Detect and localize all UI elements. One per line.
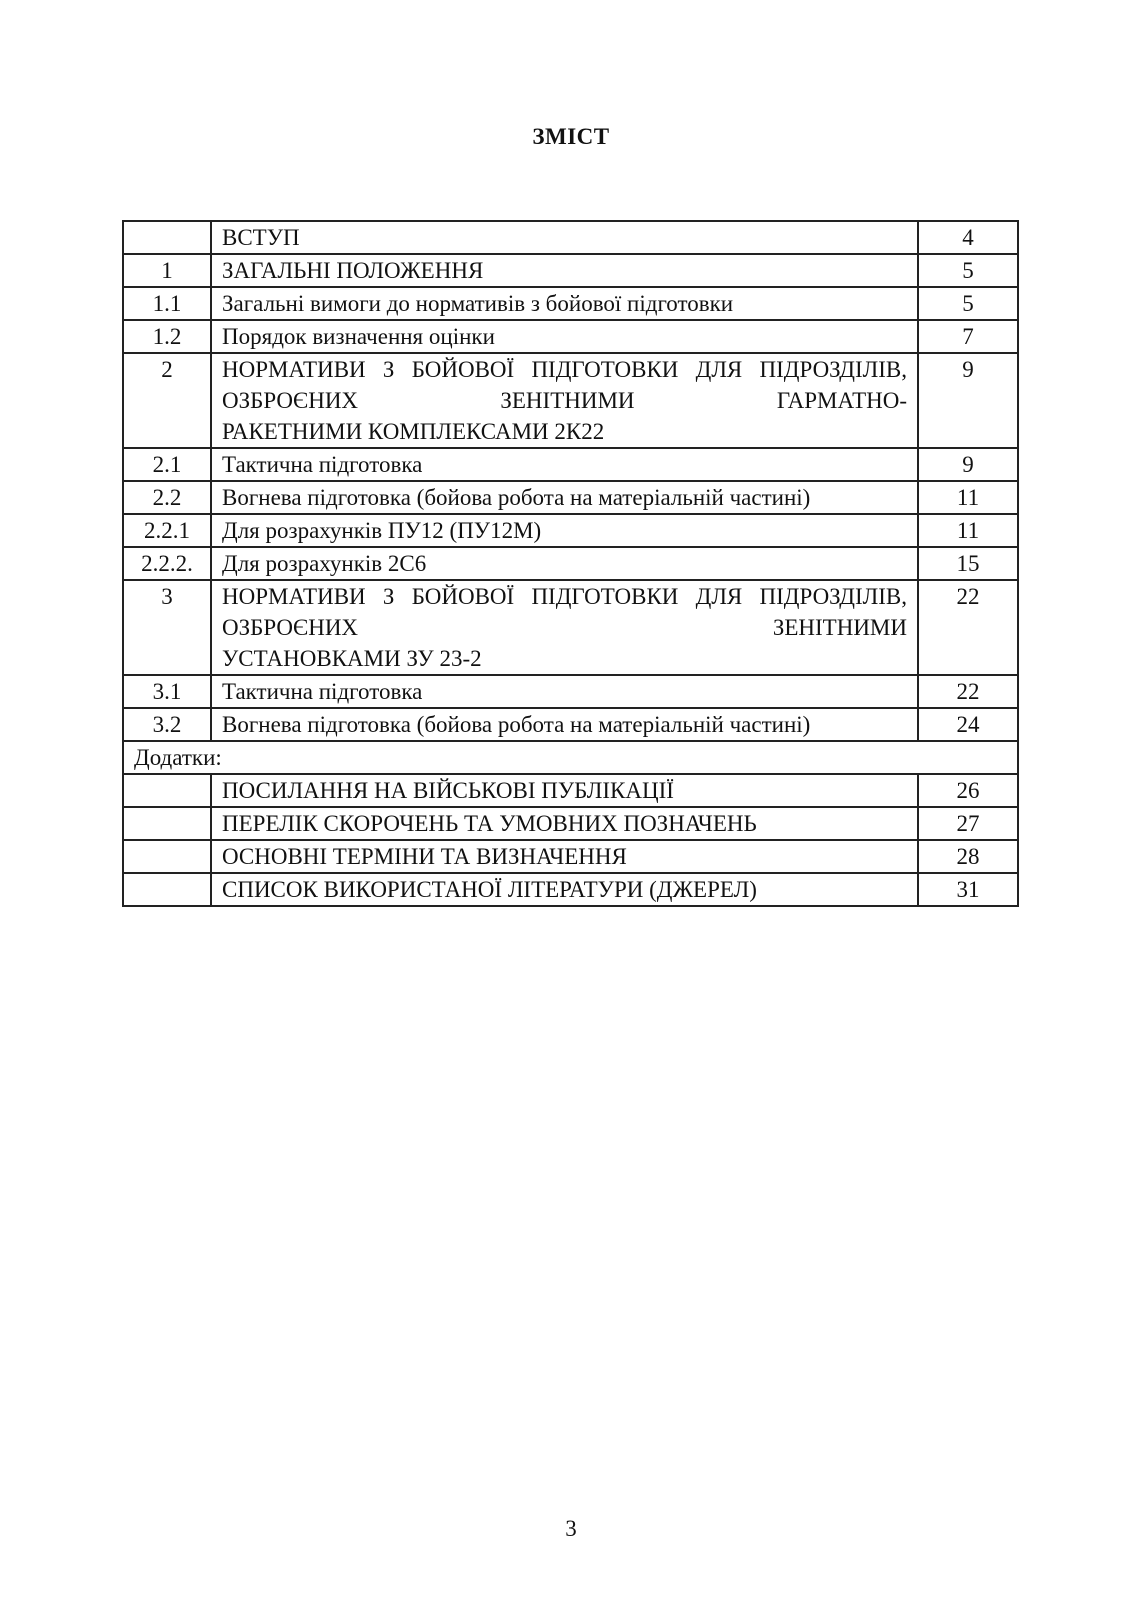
toc-section-title: ЗАГАЛЬНІ ПОЛОЖЕННЯ [211, 254, 918, 287]
toc-row [123, 675, 1018, 708]
toc-section-number: 3.2 [123, 708, 211, 741]
toc-section-number: 2.1 [123, 448, 211, 481]
toc-page-number: 27 [918, 807, 1018, 840]
toc-page-number: 11 [918, 514, 1018, 547]
toc-section-title: Вогнева підготовка (бойова робота на матеріальній частині) [211, 708, 918, 741]
toc-row [123, 514, 1018, 547]
toc-section-number [123, 774, 211, 807]
toc-row [123, 580, 1018, 675]
toc-section-number [123, 221, 211, 254]
toc-section-number: 1 [123, 254, 211, 287]
toc-row [123, 221, 1018, 254]
toc-section-number [123, 807, 211, 840]
toc-page-number: 5 [918, 287, 1018, 320]
toc-section-title: Для розрахунків ПУ12 (ПУ12М) [211, 514, 918, 547]
toc-section-number: 2.2 [123, 481, 211, 514]
toc-section-title: Загальні вимоги до нормативів з бойової підготовки [211, 287, 918, 320]
toc-section-title: Тактична підготовка [211, 675, 918, 708]
toc-page-number: 11 [918, 481, 1018, 514]
toc-row [123, 840, 1018, 873]
toc-page-number: 9 [918, 353, 1018, 448]
toc-row [123, 320, 1018, 353]
toc-title-last-line: РАКЕТНИМИ КОМПЛЕКСАМИ 2К22 [222, 419, 605, 444]
toc-page-number: 15 [918, 547, 1018, 580]
toc-section-title [211, 580, 918, 675]
toc-title-main: НОРМАТИВИ З БОЙОВОЇ ПІДГОТОВКИ ДЛЯ ПІДРОЗДІЛІВ, ОЗБРОЄНИХ ЗЕНІТНИМИ [222, 584, 907, 640]
toc-section-title: ВСТУП [211, 221, 918, 254]
toc-section-number [123, 873, 211, 906]
toc-row [123, 481, 1018, 514]
toc-section-title: Для розрахунків 2С6 [211, 547, 918, 580]
appendix-label: Додатки: [123, 741, 1018, 774]
toc-section-title: СПИСОК ВИКОРИСТАНОЇ ЛІТЕРАТУРИ (ДЖЕРЕЛ) [211, 873, 918, 906]
toc-section-number [123, 840, 211, 873]
toc-section-title: ПЕРЕЛІК СКОРОЧЕНЬ ТА УМОВНИХ ПОЗНАЧЕНЬ [211, 807, 918, 840]
toc-page-number: 22 [918, 580, 1018, 675]
toc-section-number: 2.2.2. [123, 547, 211, 580]
toc-page-number: 24 [918, 708, 1018, 741]
toc-section-title: Тактична підготовка [211, 448, 918, 481]
toc-section-title [211, 353, 918, 448]
toc-section-title: ПОСИЛАННЯ НА ВІЙСЬКОВІ ПУБЛІКАЦІЇ [211, 774, 918, 807]
table-of-contents [122, 220, 1019, 907]
toc-title-main: НОРМАТИВИ З БОЙОВОЇ ПІДГОТОВКИ ДЛЯ ПІДРОЗДІЛІВ, ОЗБРОЄНИХ ЗЕНІТНИМИ ГАРМАТНО- [222, 357, 907, 413]
toc-page-number: 28 [918, 840, 1018, 873]
page-title: ЗМІСТ [532, 124, 610, 149]
toc-row [123, 254, 1018, 287]
toc-row [123, 353, 1018, 448]
toc-row [123, 708, 1018, 741]
toc-page-number: 7 [918, 320, 1018, 353]
toc-appendix-row [123, 741, 1018, 774]
toc-row [123, 774, 1018, 807]
toc-row [123, 448, 1018, 481]
toc-section-number: 3 [123, 580, 211, 675]
toc-row [123, 287, 1018, 320]
toc-section-number: 3.1 [123, 675, 211, 708]
toc-page-number: 22 [918, 675, 1018, 708]
toc-row [123, 807, 1018, 840]
toc-section-title: ОСНОВНІ ТЕРМІНИ ТА ВИЗНАЧЕННЯ [211, 840, 918, 873]
toc-section-title: Порядок визначення оцінки [211, 320, 918, 353]
toc-section-number: 1.2 [123, 320, 211, 353]
toc-section-number: 1.1 [123, 287, 211, 320]
toc-page-number: 31 [918, 873, 1018, 906]
toc-page-number: 5 [918, 254, 1018, 287]
page-number: 3 [565, 1516, 577, 1541]
toc-section-number: 2 [123, 353, 211, 448]
toc-section-number: 2.2.1 [123, 514, 211, 547]
toc-page-number: 9 [918, 448, 1018, 481]
toc-page-number: 26 [918, 774, 1018, 807]
toc-page-number: 4 [918, 221, 1018, 254]
toc-section-title: Вогнева підготовка (бойова робота на матеріальній частині) [211, 481, 918, 514]
toc-row [123, 873, 1018, 906]
toc-title-last-line: УСТАНОВКАМИ ЗУ 23-2 [222, 646, 482, 671]
toc-row [123, 547, 1018, 580]
